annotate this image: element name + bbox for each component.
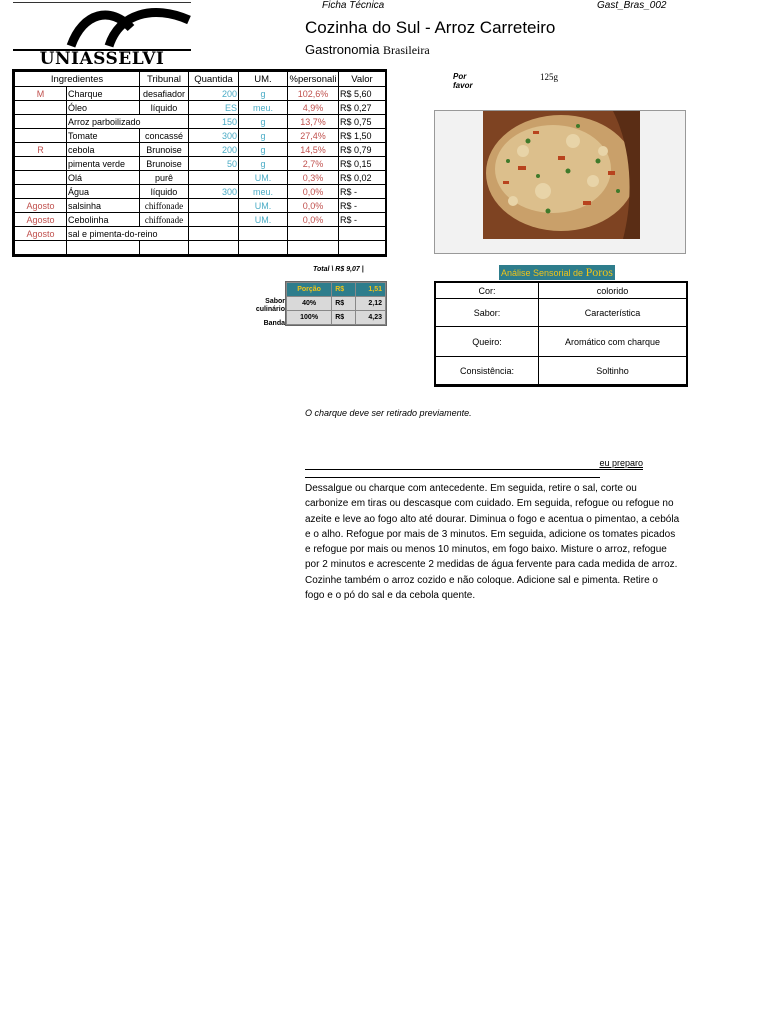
prep-note: O charque deve ser retirado previamente. — [305, 408, 472, 418]
portion-size: 125g — [540, 72, 558, 82]
ingredient-cut: desafiador — [140, 87, 189, 101]
ingredient-quantity: ES — [189, 101, 239, 115]
table-row — [15, 157, 386, 171]
ingredient-cut: concassé — [140, 129, 189, 143]
col-header-unit: UM. — [239, 72, 288, 87]
ingredient-code: R — [15, 143, 67, 157]
ingredient-unit: UM. — [239, 171, 288, 185]
table-row — [15, 199, 386, 213]
prep-instructions: Dessalgue ou charque com antecedente. Em seguida, retire o sal, corte ou carbonize em tiras ou descasque com cuidado. Em seguida, refogue ou refogue no azeite e leve ao fogo alto até dourar. Diminua o fogo e acentua o pimentao, a cebóla e o alho. Refogue por mais de 3 minutos. Em seguida, adicione os tomates picados e refogue por mais ou menos 10 minutos, em fogo baixo. Misture o arroz, refogue por 2 minutos e acrescente 2 medidas de água fervente para cada medida de arroz. Cozinhe também o arroz cozido e não coloque. Adicione sal e pimenta. Retire o fogo e o pó do sal e da cebola quente. — [305, 483, 680, 602]
dish-photo-frame — [434, 110, 686, 254]
cost-side-label-1: Sabor — [265, 298, 285, 305]
ingredient-value — [339, 227, 386, 241]
ingredient-cut: chiffonade — [140, 213, 189, 227]
prep-heading-text: eu preparo — [599, 458, 643, 468]
table-row — [15, 143, 386, 157]
col-header-cut: Tribunal — [140, 72, 189, 87]
ingredient-percent: 14,5% — [288, 143, 339, 157]
ingredient-value: R$ 0,75 — [339, 115, 386, 129]
cost-row-100 — [287, 311, 386, 325]
cost-label: Porção — [287, 283, 332, 297]
table-row — [15, 213, 386, 227]
sensory-key: Consistência: — [436, 357, 539, 385]
cost-summary-table — [285, 281, 387, 326]
ingredient-value: R$ 0,27 — [339, 101, 386, 115]
ingredient-value: R$ 0,79 — [339, 143, 386, 157]
ingredient-percent — [288, 241, 339, 255]
ingredient-quantity: 200 — [189, 143, 239, 157]
ingredient-quantity — [189, 171, 239, 185]
sensory-row — [436, 299, 687, 327]
ingredient-unit: UM. — [239, 199, 288, 213]
page-title: Cozinha do Sul - Arroz Carreteiro — [305, 18, 556, 37]
cost-value: 1,51 — [355, 283, 385, 297]
col-header-ingredients: Ingredientes — [15, 72, 140, 87]
ingredient-quantity — [189, 241, 239, 255]
portion-label-2: favor — [453, 81, 473, 90]
ingredient-value: R$ 1,50 — [339, 129, 386, 143]
ingredient-name: pimenta verde — [67, 157, 140, 171]
table-row — [15, 171, 386, 185]
ingredient-cut: líquido — [140, 185, 189, 199]
ingredient-cut — [140, 241, 189, 255]
prep-heading — [305, 458, 643, 470]
sensory-value: Característica — [539, 299, 687, 327]
table-header-row — [15, 72, 386, 87]
ingredient-percent: 2,7% — [288, 157, 339, 171]
ingredient-code — [15, 101, 67, 115]
ingredients-table — [12, 69, 387, 257]
sensory-row — [436, 357, 687, 385]
ingredient-name: sal e pimenta-do-reino — [67, 227, 189, 241]
ingredient-code — [15, 129, 67, 143]
doc-type-label: Ficha Técnica — [322, 0, 385, 11]
ingredient-unit — [239, 241, 288, 255]
page-subtitle — [305, 42, 430, 58]
sensory-key: Sabor: — [436, 299, 539, 327]
sensory-value: Aromático com charque — [539, 327, 687, 357]
ingredient-percent: 13,7% — [288, 115, 339, 129]
ingredient-name: cebola — [67, 143, 140, 157]
col-header-percent: %personali — [289, 73, 337, 85]
table-row — [15, 227, 386, 241]
ingredient-code — [15, 157, 67, 171]
ingredient-value: R$ 0,15 — [339, 157, 386, 171]
ingredient-unit: meu. — [239, 101, 288, 115]
cost-row-portion — [287, 283, 386, 297]
cost-side-label-2: culinário — [255, 306, 285, 313]
doc-code: Gast_Bras_002 — [597, 0, 667, 11]
ingredient-code — [15, 171, 67, 185]
sensory-row — [436, 327, 687, 357]
ingredient-name: Água — [67, 185, 140, 199]
cost-side-label-3: Banda — [263, 320, 285, 327]
portion-label-1: Por — [453, 72, 467, 81]
ingredient-cut: Brunoise — [140, 143, 189, 157]
uniasselvi-logo — [13, 0, 191, 68]
ingredient-name: salsinha — [67, 199, 140, 213]
ingredient-code: Agosto — [15, 199, 67, 213]
ingredient-percent: 0,0% — [288, 199, 339, 213]
cost-currency: R$ — [332, 283, 355, 297]
ingredient-code — [15, 241, 67, 255]
ingredient-unit: g — [239, 87, 288, 101]
ingredient-value: R$ - — [339, 185, 386, 199]
ingredient-unit — [239, 227, 288, 241]
ingredient-name: Cebolinha — [67, 213, 140, 227]
ingredient-percent: 0,0% — [288, 185, 339, 199]
ingredient-quantity: 200 — [189, 87, 239, 101]
ingredient-quantity — [189, 227, 239, 241]
ingredient-code: Agosto — [15, 213, 67, 227]
ingredient-name: Tomate — [67, 129, 140, 143]
table-row — [15, 115, 386, 129]
logo-arches-icon — [13, 0, 191, 50]
table-row — [15, 185, 386, 199]
sensory-value: colorido — [539, 283, 687, 299]
ingredient-code: Agosto — [15, 227, 67, 241]
ingredient-code — [15, 115, 67, 129]
ingredient-cut: chiffonade — [140, 199, 189, 213]
ingredient-name: Arroz parboilizado — [67, 115, 189, 129]
ingredient-quantity: 300 — [189, 129, 239, 143]
ingredient-percent: 0,0% — [288, 213, 339, 227]
sensory-title-b: Poros — [585, 265, 613, 279]
ingredient-percent: 27,4% — [288, 129, 339, 143]
ingredient-value — [339, 241, 386, 255]
ingredient-unit: UM. — [239, 213, 288, 227]
table-row — [15, 129, 386, 143]
ingredient-percent: 0,3% — [288, 171, 339, 185]
ingredient-quantity: 300 — [189, 185, 239, 199]
sensory-title-a: Análise Sensorial de — [501, 268, 584, 278]
col-header-quantity: Quantida — [189, 72, 239, 87]
table-row — [15, 87, 386, 101]
sensory-title — [499, 265, 615, 280]
ingredient-value: R$ 0,02 — [339, 171, 386, 185]
portion-label — [453, 72, 473, 90]
ingredient-percent: 102,6% — [288, 87, 339, 101]
ingredient-quantity: 50 — [189, 157, 239, 171]
ingredient-value: R$ 5,60 — [339, 87, 386, 101]
ingredient-unit: g — [239, 129, 288, 143]
ingredient-unit: g — [239, 115, 288, 129]
col-header-value: Valor — [339, 72, 386, 87]
sensory-value: Soltinho — [539, 357, 687, 385]
ingredient-name — [67, 241, 140, 255]
subtitle-part-b: Brasileira — [383, 43, 430, 57]
cost-currency: R$ — [332, 297, 355, 311]
prep-divider — [305, 477, 600, 478]
sensory-table — [434, 281, 688, 387]
table-row — [15, 101, 386, 115]
cost-row-40 — [287, 297, 386, 311]
ingredient-name: Óleo — [67, 101, 140, 115]
cost-value: 2,12 — [355, 297, 385, 311]
ingredient-value: R$ - — [339, 199, 386, 213]
dish-photo — [483, 111, 640, 239]
table-row — [15, 241, 386, 255]
cost-label: 40% — [287, 297, 332, 311]
ingredient-quantity: 150 — [189, 115, 239, 129]
ingredient-unit: g — [239, 143, 288, 157]
cost-currency: R$ — [332, 311, 355, 325]
ingredient-cut: purê — [140, 171, 189, 185]
sensory-key: Queiro: — [436, 327, 539, 357]
ingredient-code — [15, 185, 67, 199]
ingredient-percent: 4,9% — [288, 101, 339, 115]
logo-wordmark: UNIASSELVI — [13, 49, 191, 68]
cost-value: 4,23 — [355, 311, 385, 325]
sensory-row — [436, 283, 687, 299]
ingredient-unit: meu. — [239, 185, 288, 199]
cost-label: 100% — [287, 311, 332, 325]
ingredient-cut: líquido — [140, 101, 189, 115]
ingredient-quantity — [189, 199, 239, 213]
ingredient-name: Charque — [67, 87, 140, 101]
ingredient-unit: g — [239, 157, 288, 171]
ingredient-name: Olá — [67, 171, 140, 185]
sensory-key: Cor: — [436, 283, 539, 299]
subtitle-part-a: Gastronomia — [305, 42, 380, 57]
cost-side-label — [240, 298, 285, 314]
ingredient-percent — [288, 227, 339, 241]
ingredient-quantity — [189, 213, 239, 227]
ingredient-code: M — [15, 87, 67, 101]
total-cost: Total \ R$ 9,07 | — [313, 266, 364, 273]
ingredient-value: R$ - — [339, 213, 386, 227]
ingredient-cut: Brunoise — [140, 157, 189, 171]
